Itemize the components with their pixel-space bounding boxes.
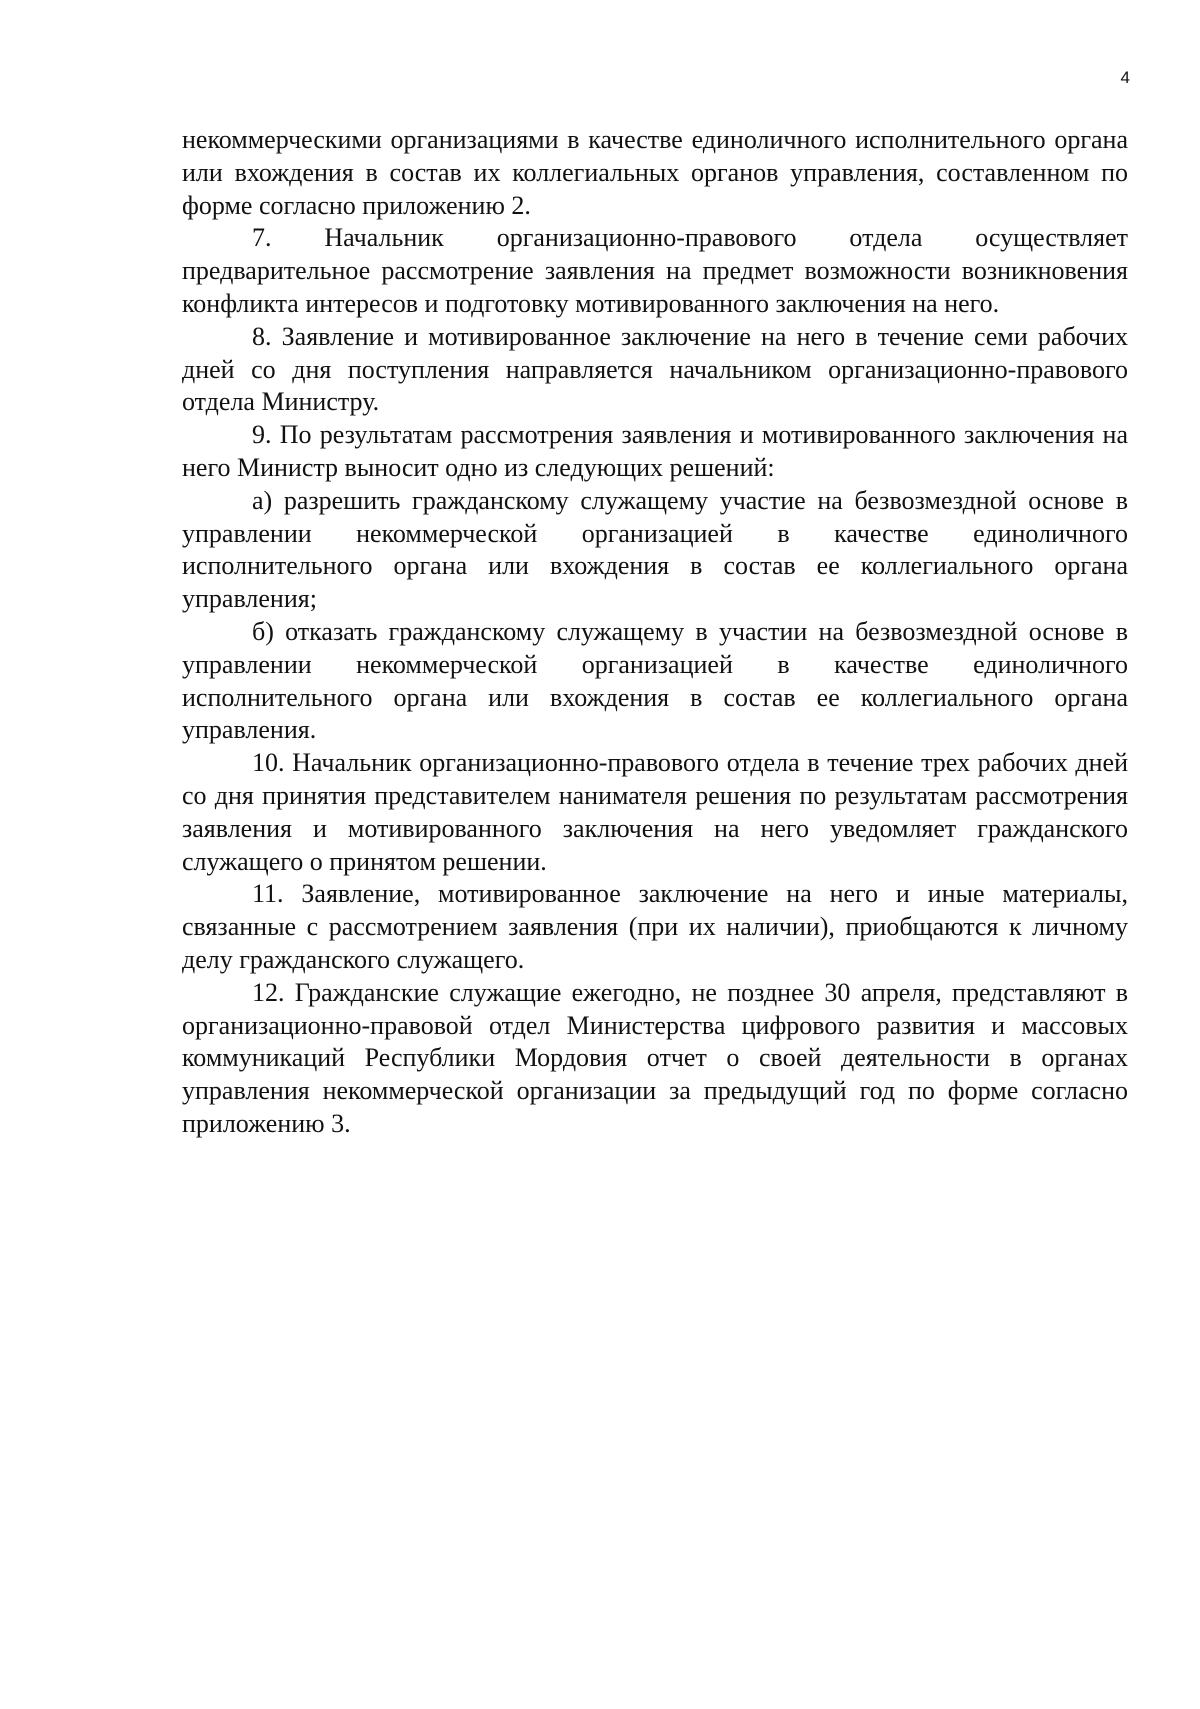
page-number: 4 <box>1120 68 1130 87</box>
paragraph-continuation: некоммерческими организациями в качестве единоличного исполнительного органа или вхождения в состав их коллегиальных органов управления, составленном по форме согласно приложению 2. <box>182 125 1128 220</box>
paragraph-item-11: 11. Заявление, мотивированное заключение на него и иные материалы, связанные с рассмотрением заявления (при их наличии), приобщаются к личному делу гражданского служащего. <box>182 879 1128 974</box>
paragraph-item-9: 9. По результатам рассмотрения заявления и мотивированного заключения на него Министр выносит одно из следующих решений: <box>182 420 1128 482</box>
document-body <box>182 124 1128 1141</box>
paragraph-item-12: 12. Гражданские служащие ежегодно, не позднее 30 апреля, представляют в организационно-правовой отдел Министерства цифрового развития и массовых коммуникаций Республики Мордовия отчет о своей деятельности в органах управления некоммерческой организации за предыдущий год по форме согласно приложению 3. <box>182 977 1128 1138</box>
paragraph-subitem-a: а) разрешить гражданскому служащему участие на безвозмездной основе в управлении некоммерческой организацией в качестве единоличного исполнительного органа или вхождения в состав ее коллегиального органа управления; <box>182 485 1128 614</box>
paragraph-item-8: 8. Заявление и мотивированное заключение на него в течение семи рабочих дней со дня поступления направляется начальником организационно-правового отдела Министру. <box>182 321 1128 417</box>
paragraph-subitem-b: б) отказать гражданскому служащему в участии на безвозмездной основе в управлении некоммерческой организацией в качестве единоличного исполнительного органа или вхождения в состав ее коллегиального органа управления. <box>182 616 1128 745</box>
paragraph-item-7: 7. Начальник организационно-правового отдела осуществляет предварительное рассмотрение заявления на предмет возможности возникновения конфликта интересов и подготовку мотивированного заключения на него. <box>182 223 1128 318</box>
paragraph-item-10: 10. Начальник организационно-правового отдела в течение трех рабочих дней со дня принятия представителем нанимателя решения по результатам рассмотрения заявления и мотивированного заключения на него уведомляет гражданского служащего о принятом решении. <box>182 748 1128 876</box>
